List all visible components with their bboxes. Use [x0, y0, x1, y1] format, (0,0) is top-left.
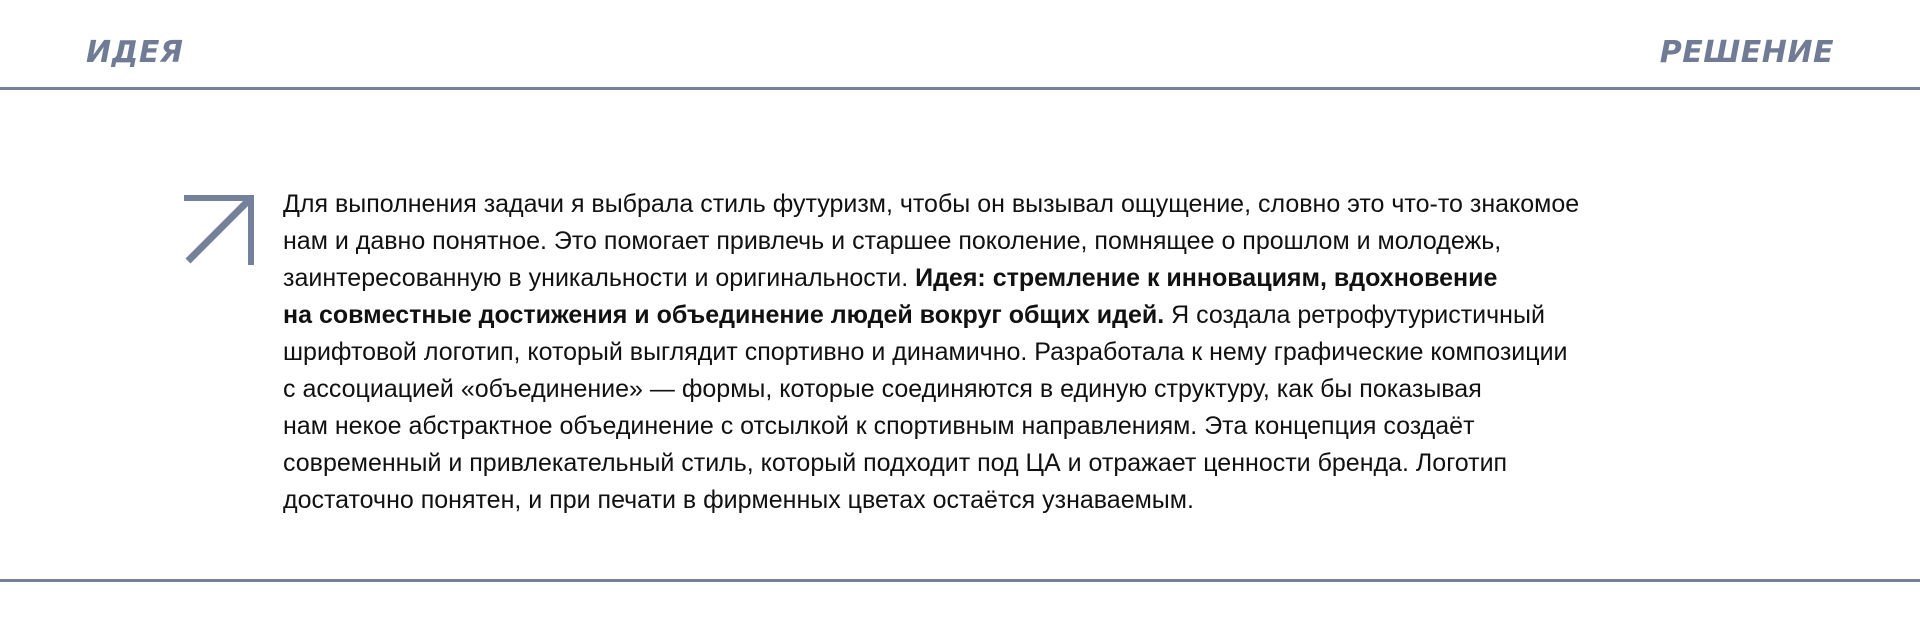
paragraph-line: с ассоциацией «объединение» — формы, которые соединяются в единую структуру, как бы показывая: [283, 375, 1482, 403]
bottom-divider: [0, 579, 1920, 582]
paragraph-line: [283, 297, 1743, 334]
arrow-up-right-icon: [184, 195, 254, 265]
paragraph-line: современный и привлекательный стиль, который подходит под ЦА и отражает ценности бренда. Логотип: [283, 449, 1508, 477]
section-label-idea: ИДЕЯ: [86, 35, 184, 70]
paragraph-line: достаточно понятен, и при печати в фирменных цветах остаётся узнаваемым.: [283, 486, 1194, 514]
paragraph-line: Для выполнения задачи я выбрала стиль футуризм, чтобы он вызывал ощущение, словно это что-то знакомое: [283, 190, 1580, 218]
paragraph-line: нам некое абстрактное объединение с отсылкой к спортивным направлениям. Эта концепция создаёт: [283, 412, 1475, 440]
section-label-solution: РЕШЕНИЕ: [1659, 35, 1834, 70]
idea-highlight: на совместные достижения и объединение людей вокруг общих идей.: [283, 301, 1165, 329]
page-header: [0, 0, 1920, 90]
idea-highlight: Идея: стремление к инновациям, вдохновение: [915, 264, 1498, 292]
paragraph-line: шрифтовой логотип, который выглядит спортивно и динамично. Разработала к нему графические композиции: [283, 338, 1568, 366]
paragraph-text: Я создала ретрофутуристичный: [1164, 301, 1545, 329]
paragraph-line: нам и давно понятное. Это помогает привлечь и старшее поколение, помнящее о прошлом и молодежь,: [283, 227, 1502, 255]
paragraph-text: заинтересованную в уникальности и оригинальности.: [283, 264, 916, 292]
description-paragraph: [283, 186, 1743, 519]
paragraph-line: [283, 260, 1743, 297]
